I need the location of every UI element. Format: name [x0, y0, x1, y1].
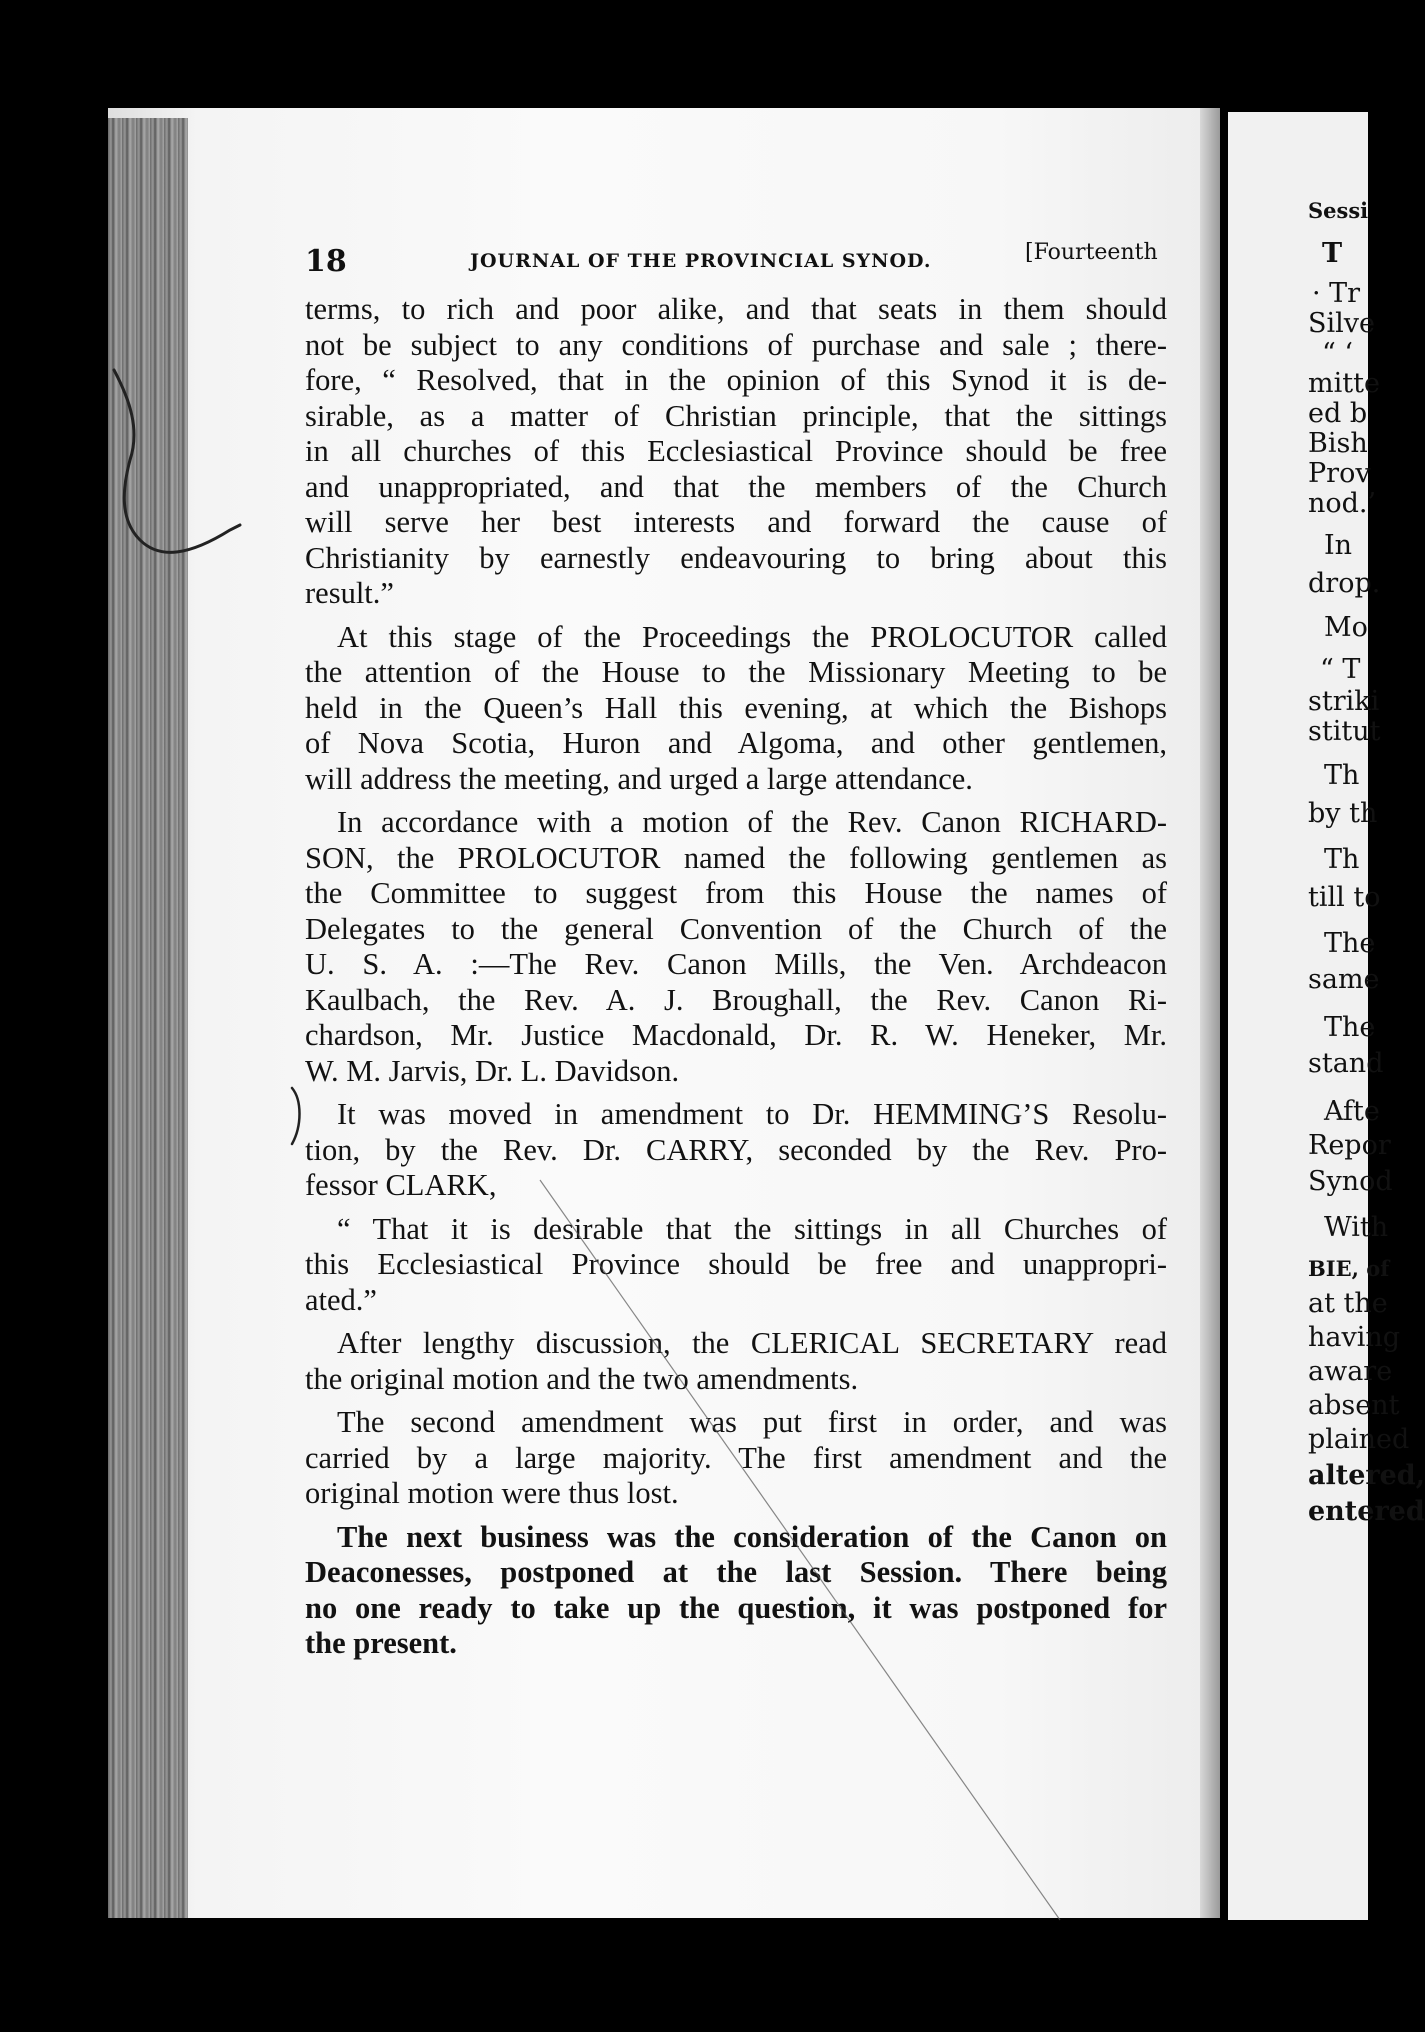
text-line: The next business was the consideration of the Canon on — [337, 1519, 1167, 1554]
scratch-line — [540, 1180, 1100, 1940]
text-line: in all churches of this Ecclesiastical Province should be free — [305, 434, 1167, 468]
text-line: In accordance with a motion of the Rev. Canon RICHARD- — [337, 805, 1167, 839]
facing-line: Synod — [1308, 1166, 1393, 1197]
facing-page-fragment — [1228, 112, 1425, 1920]
text-line: no one ready to take up the question, it was postponed for — [305, 1590, 1167, 1625]
text-line: held in the Queen’s Hall this evening, at which the Bishops — [305, 690, 1167, 725]
facing-line: In — [1324, 530, 1353, 561]
facing-line: · Tr — [1312, 278, 1361, 309]
facing-line: having — [1308, 1322, 1401, 1353]
session-label: [Fourteenth — [1025, 240, 1158, 265]
text-line: W. M. Jarvis, Dr. L. Davidson. — [305, 1053, 680, 1088]
facing-line: Repor — [1308, 1130, 1391, 1161]
facing-line: Th — [1324, 760, 1360, 791]
facing-line: till to — [1308, 882, 1381, 913]
text-line: will address the meeting, and urged a large attendance. — [305, 761, 973, 796]
text-line: Kaulbach, the Rev. A. J. Broughall, the Rev. Canon Ri- — [305, 982, 1167, 1017]
facing-line: BIE, of — [1308, 1256, 1390, 1281]
text-line: The second amendment was put first in order, and was — [337, 1405, 1167, 1439]
text-line: U. S. A. :—The Rev. Canon Mills, the Ven. Archdeacon — [305, 947, 1167, 981]
text-line: fessor CLARK, — [305, 1168, 497, 1202]
text-line: and unappropriated, and that the members of the Church — [305, 469, 1167, 504]
text-line: the attention of the House to the Missionary Meeting to be — [305, 655, 1167, 689]
facing-line: mitte — [1308, 368, 1380, 399]
facing-line: drop. — [1308, 568, 1381, 599]
text-line: At this stage of the Proceedings the PROLOCUTOR called — [337, 619, 1167, 654]
page-number: 18 — [305, 244, 347, 279]
margin-bracket-mark — [288, 1086, 308, 1146]
text-line: the original motion and the two amendments. — [305, 1361, 859, 1396]
text-line: carried by a large majority. The first amendment and the — [305, 1440, 1167, 1475]
text-line: Christianity by earnestly endeavouring to bring about this — [305, 540, 1167, 575]
facing-line: aware — [1308, 1356, 1393, 1387]
text-line: “ That it is desirable that the sittings in all Churches of — [337, 1211, 1167, 1246]
text-line: this Ecclesiastical Province should be free and unappropri- — [305, 1247, 1167, 1281]
text-line: ated.” — [305, 1282, 377, 1317]
text-line: will serve her best interests and forward the cause of — [305, 505, 1167, 539]
facing-line: ed b — [1308, 398, 1368, 429]
facing-line: absent — [1308, 1390, 1400, 1421]
paragraph-free-seats-resolution — [305, 292, 1167, 612]
text-line: terms, to rich and poor alike, and that seats in them should — [305, 292, 1167, 326]
text-line: result.” — [305, 576, 394, 610]
facing-line: T — [1322, 238, 1343, 269]
page-edge-shadow — [1200, 108, 1220, 1918]
facing-line: at the — [1308, 1288, 1388, 1319]
facing-line: striki — [1308, 686, 1380, 717]
text-line: Delegates to the general Convention of the Church of the — [305, 911, 1167, 946]
facing-line: The — [1324, 928, 1376, 959]
text-line: SON, the PROLOCUTOR named the following gentlemen as — [305, 840, 1167, 875]
facing-line: Silve — [1308, 308, 1375, 339]
facing-line: Prov — [1308, 458, 1371, 489]
facing-line: stitut — [1308, 716, 1381, 747]
text-line: chardson, Mr. Justice Macdonald, Dr. R. W. Heneker, Mr. — [305, 1018, 1167, 1052]
paragraph-missionary-meeting — [305, 620, 1167, 798]
text-line: tion, by the Rev. Dr. CARRY, seconded by the Rev. Pro- — [305, 1132, 1167, 1167]
facing-line: plained — [1308, 1424, 1410, 1455]
facing-line: With — [1324, 1212, 1389, 1243]
facing-line: Th — [1324, 844, 1360, 875]
facing-line: Bish — [1308, 428, 1368, 459]
text-line: original motion were thus lost. — [305, 1476, 679, 1510]
facing-line: nod.’ — [1308, 488, 1377, 519]
text-line: sirable, as a matter of Christian principle, that the sittings — [305, 398, 1167, 433]
facing-line: “ T — [1320, 654, 1361, 685]
facing-line: by th — [1308, 798, 1378, 829]
text-line: of Nova Scotia, Huron and Algoma, and other gentlemen, — [305, 726, 1167, 760]
running-head — [305, 238, 1175, 278]
text-line: the Committee to suggest from this House the names of — [305, 876, 1167, 910]
facing-line: altered, — [1308, 1460, 1425, 1491]
text-line: the present. — [305, 1626, 457, 1660]
text-line: not be subject to any conditions of purchase and sale ; there- — [305, 327, 1167, 362]
facing-line: “ ‘ — [1322, 338, 1353, 369]
text-line: fore, “ Resolved, that in the opinion of this Synod it is de- — [305, 363, 1167, 397]
journal-title: JOURNAL OF THE PROVINCIAL SYNOD. — [470, 250, 932, 272]
facing-line: Mo — [1324, 612, 1368, 643]
facing-line: Afte — [1324, 1096, 1380, 1127]
margin-pen-mark — [100, 360, 260, 580]
text-line: It was moved in amendment to Dr. HEMMING’S Resolu- — [337, 1097, 1167, 1131]
text-line: After lengthy discussion, the CLERICAL SECRETARY read — [337, 1326, 1167, 1360]
facing-line: same — [1308, 964, 1380, 995]
facing-line: The — [1324, 1012, 1376, 1043]
text-line: Deaconesses, postponed at the last Session. There being — [305, 1555, 1167, 1589]
facing-line: entered — [1308, 1496, 1425, 1527]
facing-line: Sessi — [1308, 198, 1369, 223]
paragraph-delegates-committee — [305, 805, 1167, 1089]
facing-line: stand — [1308, 1048, 1384, 1079]
